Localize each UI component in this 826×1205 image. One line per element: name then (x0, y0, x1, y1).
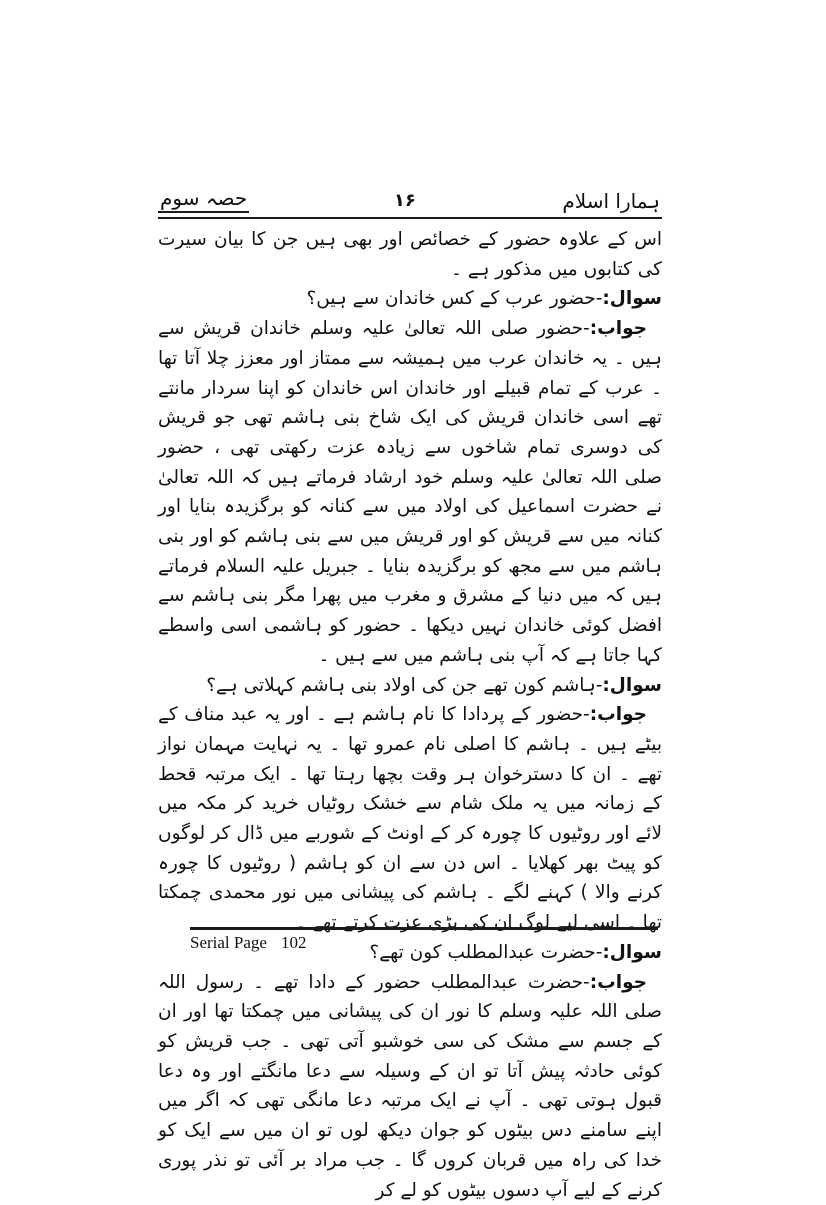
page-content (158, 186, 662, 1205)
header-section-label: حصہ سوم (158, 186, 249, 213)
body-text (158, 225, 662, 1205)
question-text: -حضور عرب کے کس خاندان سے ہیں؟ (306, 288, 603, 310)
serial-page-footer (190, 927, 658, 953)
question-line (158, 671, 662, 701)
answer-paragraph (158, 700, 662, 938)
question-label: سوال: (602, 941, 662, 963)
serial-page-number: 102 (280, 933, 307, 952)
question-label: سوال: (602, 288, 662, 310)
answer-label: جواب: (589, 704, 647, 726)
running-header (158, 186, 662, 219)
header-book-title: ہمارا اسلام (562, 189, 660, 213)
intro-paragraph (158, 225, 662, 284)
answer-paragraph (158, 968, 662, 1205)
header-page-number: ۱۶ (393, 190, 416, 211)
question-line (158, 284, 662, 314)
answer-paragraph (158, 314, 662, 670)
answer-text: -حضور کے پردادا کا نام ہاشم ہے ۔ اور یہ عبد مناف کے بیٹے ہیں ۔ ہاشم کا اصلی نام عمرو تھا ۔ یہ نہایت مہمان نواز تھے ۔ ان کا دسترخوان ہر وقت بچھا رہتا تھا ۔ ایک مرتبہ قحط کے زمانہ میں یہ ملک شام سے خشک روٹیاں خرید کر مکہ میں لائے اور روٹیوں کا چورہ کر کے اونٹ کے شوربے میں ڈال کر لوگوں کو پیٹ بھر کھلایا ۔ اس دن سے ان کو ہاشم ( روٹیوں کا چورہ کرنے والا ) کہنے لگے ۔ ہاشم کی پیشانی میں نور محمدی چمکتا تھا ۔ اسی لیے لوگ ان کی بڑی عزت کرتے تھے ۔ (158, 704, 662, 934)
question-text: -حضرت عبدالمطلب کون تھے؟ (369, 941, 603, 963)
answer-label: جواب: (589, 971, 647, 993)
question-label: سوال: (602, 674, 662, 696)
answer-label: جواب: (589, 318, 647, 340)
answer-text: -حضرت عبدالمطلب حضور کے دادا تھے ۔ رسول اللہ صلی اللہ علیہ وسلم کا نور ان کی پیشانی میں چمکتا تھا اور ان کے جسم سے مشک کی سی خوشبو آتی تھی ۔ جب قریش کو کوئی حادثہ پیش آتا تو ان کے وسیلہ سے دعا مانگتے اور وہ دعا قبول ہوتی تھی ۔ آپ نے ایک مرتبہ دعا مانگی تھی کہ اگر میں اپنے سامنے دس بیٹوں کو جوان دیکھ لوں تو ان میں سے ایک کو خدا کی راہ میں قربان کروں گا ۔ جب مراد بر آئی تو نذر پوری کرنے کے لیے آپ دسوں بیٹوں کو لے کر (158, 971, 662, 1201)
question-text: -ہاشم کون تھے جن کی اولاد بنی ہاشم کہلاتی ہے؟ (206, 674, 603, 696)
answer-text: -حضور صلی اللہ تعالیٰ علیہ وسلم خاندان قریش سے ہیں ۔ یہ خاندان عرب میں ہمیشہ سے ممتاز اور معزز چلا آتا تھا ۔ عرب کے تمام قبیلے اور خاندان اس خاندان کو اپنا سردار مانتے تھے اسی خاندان قریش کی ایک شاخ بنی ہاشم تھی جو قریش کی دوسری تمام شاخوں سے زیادہ عزت رکھتی تھی ، حضور صلی اللہ تعالیٰ علیہ وسلم خود ارشاد فرماتے ہیں کہ اللہ تعالیٰ نے حضرت اسماعیل کی اولاد میں سے کنانہ کو برگزیدہ بنایا اور کنانہ میں سے قریش کو اور قریش میں سے بنی ہاشم کو اور بنی ہاشم میں سے مجھ کو برگزیدہ بنایا ۔ جبریل علیہ السلام فرماتے ہیں کہ میں دنیا کے مشرق و مغرب میں پھرا مگر بنی ہاشم سے افضل کوئی خاندان نہیں دیکھا ۔ حضور کو ہاشمی اسی واسطے کہا جاتا ہے کہ آپ بنی ہاشم میں سے ہیں ۔ (158, 318, 662, 666)
serial-page-label: Serial Page (190, 933, 267, 952)
intro-text: اس کے علاوہ حضور کے خصائص اور بھی ہیں جن کا بیان سیرت کی کتابوں میں مذکور ہے ۔ (158, 229, 662, 280)
